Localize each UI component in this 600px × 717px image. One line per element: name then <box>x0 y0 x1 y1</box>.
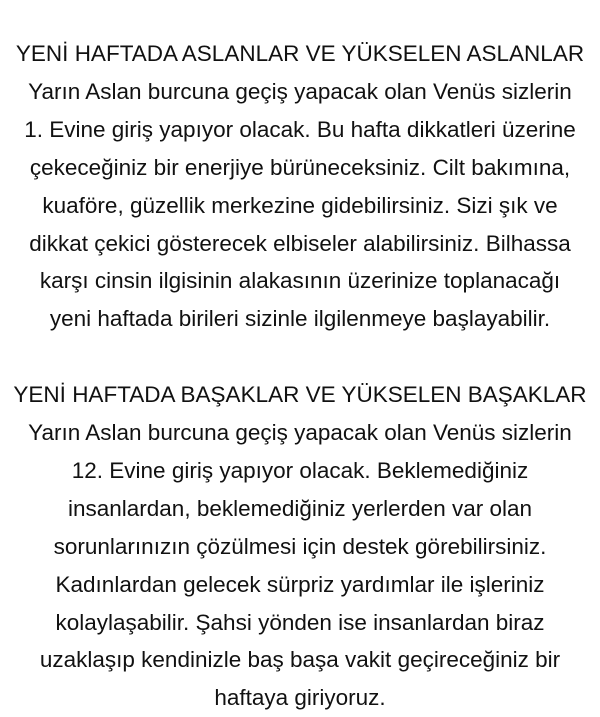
text-line: yeni haftada birileri sizinle ilgilenmeye başlayabilir. <box>49 306 551 332</box>
section-aslanlar <box>0 35 600 338</box>
text-line: Kadınlardan gelecek sürpriz yardımlar ile işleriniz <box>55 571 545 597</box>
text-line: karşı cinsin ilgisinin alakasının üzerinize toplanacağı <box>39 268 561 294</box>
text-line: Yarın Aslan burcuna geçiş yapacak olan Venüs sizlerin <box>28 78 572 104</box>
text-line: kolaylaşabilir. Şahsi yönden ise insanlardan biraz <box>55 609 545 635</box>
text-line: çekeceğiniz bir enerjiye bürüneceksiniz. Cilt bakımına, <box>29 154 571 180</box>
text-line: haftaya giriyoruz. <box>214 685 386 711</box>
text-line: insanlardan, beklemediğiniz yerlerden var olan <box>67 495 533 521</box>
text-line: 12. Evine giriş yapıyor olacak. Beklemediğiniz <box>71 457 529 483</box>
section-basaklar <box>0 376 600 717</box>
section-heading: YENİ HAFTADA BAŞAKLAR VE YÜKSELEN BAŞAKLAR <box>13 382 587 408</box>
text-line: kuaföre, güzellik merkezine gidebilirsiniz. Sizi şık ve <box>42 192 558 218</box>
text-line: sorunlarınızın çözülmesi için destek görebilirsiniz. <box>53 533 547 559</box>
text-line: 1. Evine giriş yapıyor olacak. Bu hafta dikkatleri üzerine <box>24 116 576 142</box>
section-heading: YENİ HAFTADA ASLANLAR VE YÜKSELEN ASLANLAR <box>15 41 585 66</box>
text-line: dikkat çekici gösterecek elbiseler alabilirsiniz. Bilhassa <box>29 230 571 256</box>
text-line: uzaklaşıp kendinizle baş başa vakit geçireceğiniz bir <box>39 647 561 673</box>
text-line: Yarın Aslan burcuna geçiş yapacak olan Venüs sizlerin <box>28 420 572 446</box>
